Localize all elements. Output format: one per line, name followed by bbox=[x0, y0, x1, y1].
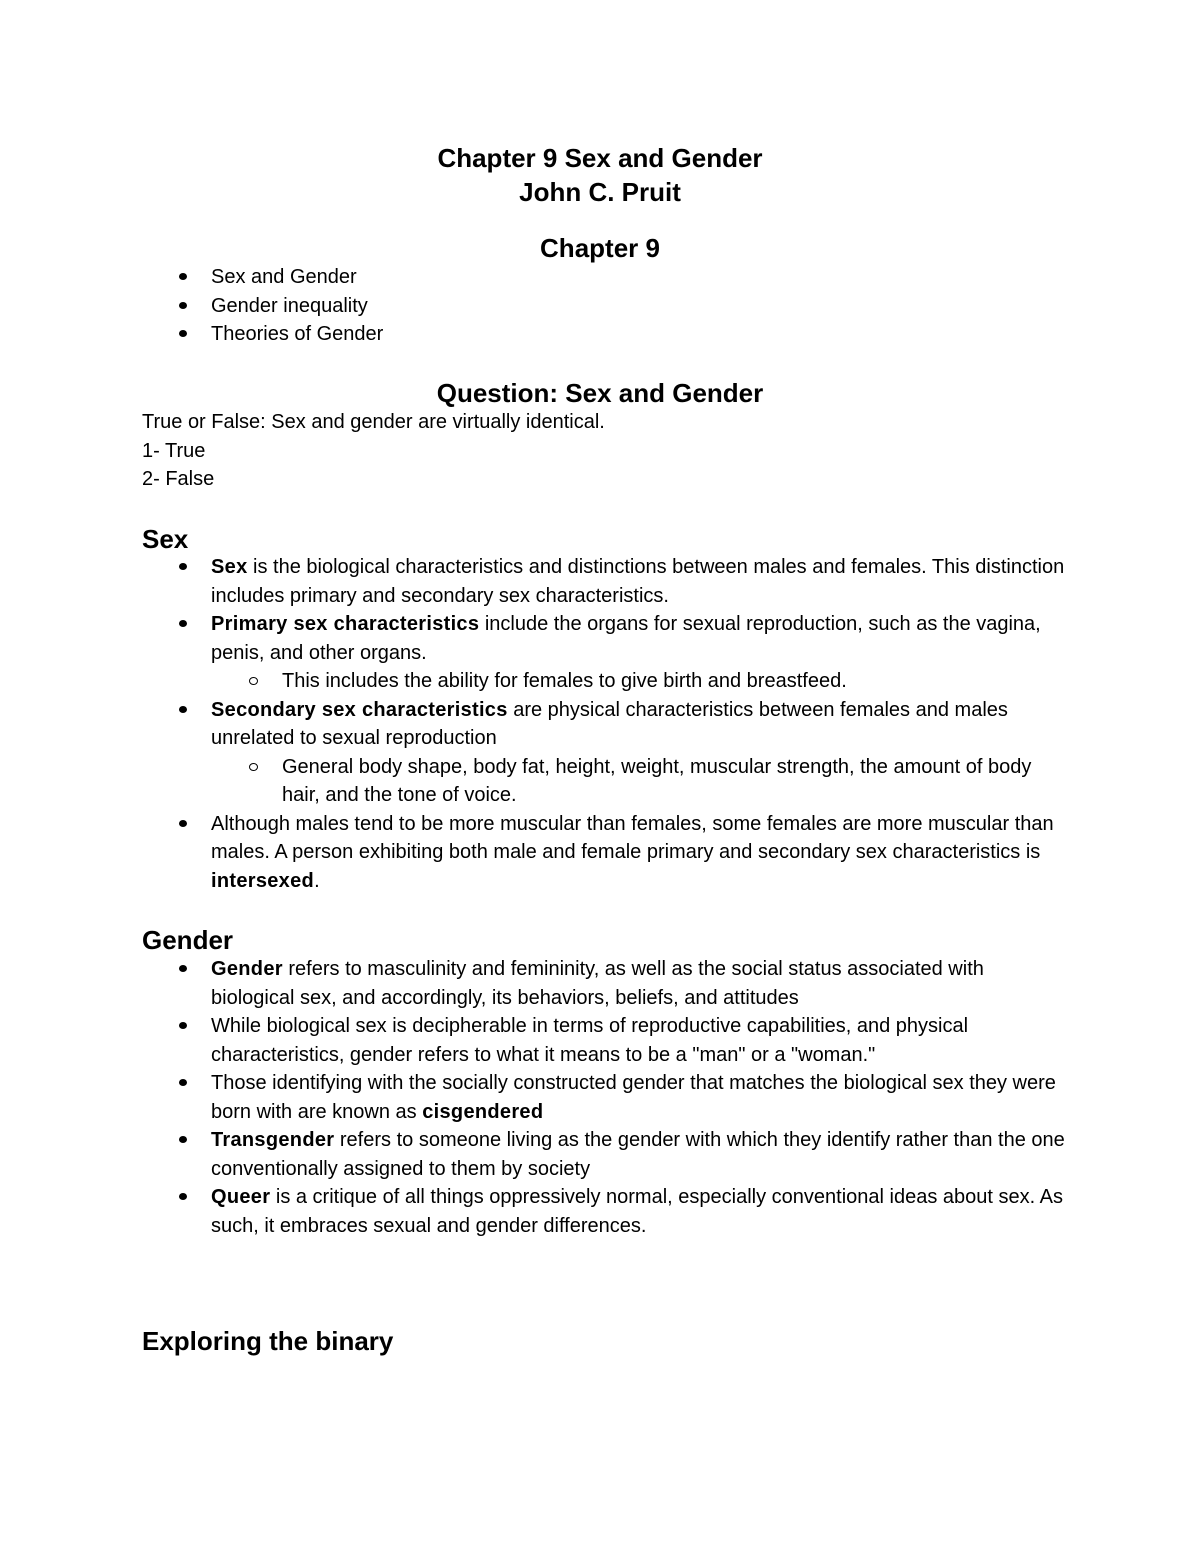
gender-heading: Gender bbox=[142, 925, 234, 955]
definition-text: refers to someone living as the gender with which they identify rather than the one conventionally assigned to them by society bbox=[211, 1129, 1065, 1180]
term: Secondary sex characteristics bbox=[211, 698, 508, 721]
definition-text: is a critique of all things oppressively normal, especially conventional ideas about sex. As such, it embraces sexual and gender differences. bbox=[211, 1186, 1063, 1237]
definition-text: Although males tend to be more muscular than females, some females are more muscular than males. A person exhibiting both male and female primary and secondary sex characteristics is bbox=[211, 812, 1054, 863]
sex-heading: Sex bbox=[142, 524, 189, 554]
term: Sex bbox=[211, 556, 248, 578]
question-heading: Question: Sex and Gender bbox=[436, 378, 764, 408]
list-item: Theories of Gender bbox=[142, 320, 1072, 349]
question-block bbox=[142, 408, 1072, 494]
definition-text: refers to masculinity and femininity, as well as the social status associated with biological sex, and accordingly, its behaviors, beliefs, and attitudes bbox=[211, 958, 984, 1009]
term: Gender bbox=[211, 958, 283, 980]
sex-list bbox=[142, 553, 1072, 895]
chapter-topics-list bbox=[142, 263, 1072, 349]
term: Primary sex characteristics bbox=[211, 613, 480, 635]
title-line-2: John C. Pruit bbox=[519, 177, 681, 207]
punctuation: . bbox=[314, 869, 320, 892]
list-item bbox=[142, 696, 1072, 810]
title-line-1: Chapter 9 Sex and Gender bbox=[437, 143, 763, 173]
term: intersexed bbox=[211, 869, 315, 892]
definition-text: Those identifying with the socially constructed gender that matches the biological sex they were born with are known as bbox=[211, 1072, 1056, 1123]
list-item: Gender inequality bbox=[142, 292, 1072, 321]
list-item: Sex and Gender bbox=[142, 263, 1072, 292]
list-item bbox=[142, 610, 1072, 696]
definition-text: include the organs for sexual reproduction, such as the vagina, penis, and other organs. bbox=[211, 613, 1041, 664]
term: Queer bbox=[211, 1186, 271, 1208]
list-item: While biological sex is decipherable in terms of reproductive capabilities, and physical characteristics, gender refers to what it means to be a "man" or a "woman." bbox=[142, 1012, 1072, 1069]
list-item bbox=[142, 810, 1072, 896]
sub-list-item: General body shape, body fat, height, weight, muscular strength, the amount of body hair, and the tone of voice. bbox=[142, 753, 1072, 810]
term: cisgendered bbox=[422, 1100, 544, 1123]
sub-list-item: This includes the ability for females to give birth and breastfeed. bbox=[142, 667, 1072, 696]
question-prompt: True or False: Sex and gender are virtually identical. bbox=[142, 411, 605, 433]
question-option: 2- False bbox=[142, 468, 215, 490]
question-option: 1- True bbox=[142, 439, 206, 462]
definition-text: is the biological characteristics and distinctions between males and females. This distinction includes primary and secondary sex characteristics. bbox=[211, 556, 1065, 607]
chapter-heading: Chapter 9 bbox=[540, 233, 660, 263]
document-title bbox=[142, 141, 1058, 209]
term: Transgender bbox=[211, 1129, 335, 1151]
gender-list bbox=[142, 955, 1072, 1240]
list-item bbox=[142, 955, 1072, 1012]
list-item bbox=[142, 553, 1072, 610]
list-item bbox=[142, 1126, 1072, 1183]
binary-heading: Exploring the binary bbox=[142, 1326, 394, 1356]
list-item bbox=[142, 1069, 1072, 1126]
list-item bbox=[142, 1183, 1072, 1240]
definition-text: are physical characteristics between females and males unrelated to sexual reproduction bbox=[211, 698, 1008, 749]
